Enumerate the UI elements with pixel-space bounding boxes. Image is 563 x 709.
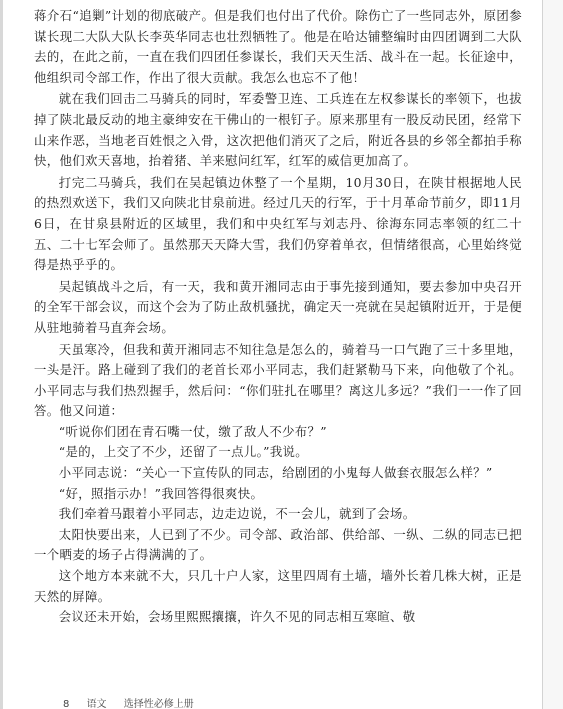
paragraph-1: 蒋介石“追剿”计划的彻底破产。但是我们也付出了代价。除伤亡了一些同志外，原团参谋长现二大队大队长李英华同志也壮烈牺牲了。他是在哈达铺整编时由四团调到二大队去的，在此之前，一直在我们四团任参谋长，我们天天生活、战斗在一起。长征途中，他组织司令部工作，作出了很大贡献。我怎么也忘不了他！ [34, 8, 522, 85]
paragraph-7: “是的，上交了不少，还留了一点儿。”我说。 [58, 444, 309, 460]
paragraph-12: 这个地方本来就不大，只几十户人家，这里四周有土墙，墙外长着几株大树，正是天然的屏障。 [34, 568, 522, 604]
paragraph-5: 天虽寒冷，但我和黄开湘同志不知往急是怎么的，骑着马一口气跑了三十多里地，一头是汗。路上碰到了我们的老首长邓小平同志，我们赶紧勒马下来，向他敬了个礼。小平同志与我们热烈握手，然后问：“你们驻扎在哪里？离这儿多远？”我们一一作了回答。他又问道： [34, 341, 522, 419]
page-edge-left [0, 0, 3, 709]
paragraph-10: 我们牵着马跟着小平同志，边走边说，不一会儿，就到了会场。 [58, 506, 416, 522]
paragraph-6: “听说你们团在青石嘴一仗，缴了敌人不少布？” [58, 423, 327, 439]
footer-subject: 语文 [86, 699, 107, 709]
paragraph-2: 就在我们回击二马骑兵的同时，军委警卫连、工兵连在左权参谋长的率领下，也拔掉了陕北最反动的地主豪绅安在干佛山的一根钉子。原来那里有一股反动民团，经常下山来作恶，当地老百姓恨之入骨，这次把他们消灭了之后，附近各县的乡邻全都拍手称快，他们欢天喜地，抬着猪、羊来慰问红军，红军的威信更加高了。 [34, 91, 522, 169]
article-body [34, 6, 522, 628]
paragraph-9: “好，照指示办！”我回答得很爽快。 [58, 485, 264, 501]
paragraph-8: 小平同志说：“关心一下宣传队的同志，给剧团的小鬼每人做套衣服怎么样？” [58, 465, 493, 481]
page-footer [63, 695, 208, 709]
paragraph-13: 会议还未开始，会场里熙熙攘攘，许久不见的同志相互寒暄、敬 [58, 609, 416, 625]
paragraph-4: 吴起镇战斗之后，有一天，我和黄开湘同志由于事先接到通知，要去参加中央召开的全军干部会议，而这个会为了防止敌机骚扰，确定天一亮就在吴起镇附近开，于是便从驻地骑着马直奔会场。 [34, 278, 522, 335]
paragraph-11: 太阳快要出来，人已到了不少。司令部、政治部、供给部、一纵、二纵的同志已把一个晒麦的场子占得满满的了。 [34, 526, 522, 563]
paragraph-3: 打完二马骑兵，我们在吴起镇边休整了一个星期，10月30日，在陕甘根据地人民的热烈欢送下，我们又向陕北甘泉前进。经过几天的行军，于十月革命节前夕，即11月6日，在甘泉县附近的区域里，我们和中央红军与刘志丹、徐海东同志率领的红二十五、二十七军会师了。虽然那天天降大雪，我们仍穿着单衣，但情绪很高，心里始终觉得是热乎乎的。 [34, 174, 522, 273]
scrollbar-gutter[interactable] [542, 0, 563, 709]
page-number: 8 [63, 699, 70, 709]
footer-book-title: 选择性必修上册 [123, 699, 194, 709]
